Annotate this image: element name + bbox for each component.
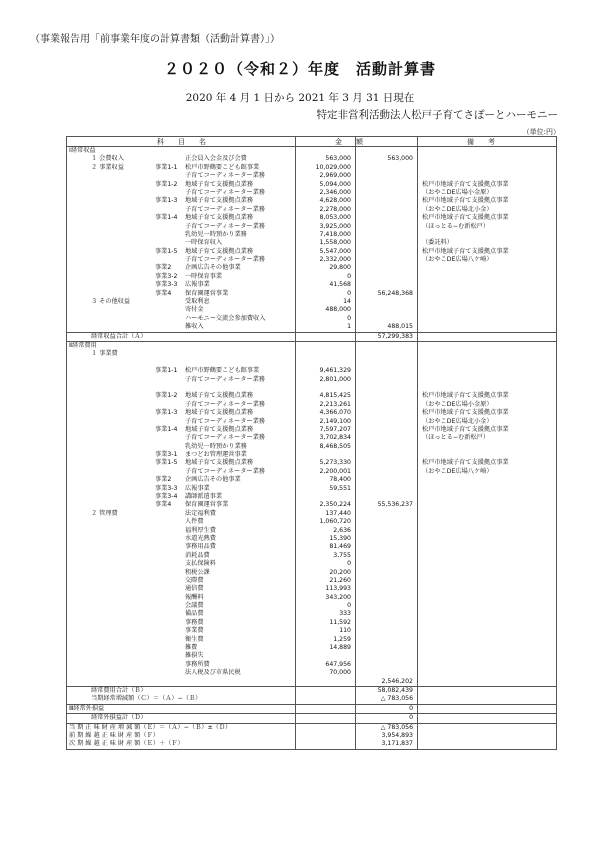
section-label: 当 期 正 味 財 産 増 減 額（Ｅ）＝（Ａ）−（Ｂ）±（Ｄ） — [69, 723, 232, 731]
section-label: 前 期 繰 越 正 味 財 産 額（Ｆ） — [69, 731, 159, 739]
amount-value: 0 — [347, 289, 351, 297]
amount-value: 5,547,000 — [319, 247, 351, 255]
table-row — [67, 468, 556, 476]
table-row — [67, 239, 556, 247]
item-name: 消耗品費 — [185, 551, 210, 559]
amount-value: 78,400 — [329, 476, 351, 484]
amount-value: 41,568 — [329, 281, 351, 289]
amount-value: 4,366,070 — [319, 409, 351, 417]
header-item: 科 目 名 — [157, 138, 206, 146]
amount-value: 2,350,224 — [319, 501, 351, 509]
table-row — [67, 281, 556, 289]
table-row — [67, 740, 556, 748]
item-name: 子育てコーディネーター業務 — [185, 400, 265, 408]
amount-value: 113,993 — [325, 585, 351, 593]
table-row — [67, 577, 556, 585]
section-label: ３ その他収益 — [91, 298, 131, 306]
remark-text: 松戸市地域子育て支援拠点事業 — [422, 392, 509, 400]
item-name: 子育てコーディネーター業務 — [185, 467, 265, 475]
table-row — [67, 476, 556, 484]
amount-value: 1,259 — [333, 635, 351, 643]
amount-value: 7,418,000 — [319, 230, 351, 238]
item-name: 地域子育て支援拠点業務 — [185, 392, 254, 400]
amount-value: 1,060,720 — [319, 518, 351, 526]
item-name: 租税公課 — [185, 568, 210, 576]
business-code: 事業1-4 — [155, 425, 178, 433]
item-name: 広報事業 — [185, 281, 210, 289]
remark-text: （委託料） — [422, 239, 453, 247]
amount-value: 0 — [347, 602, 351, 610]
amount-value: 2,346,000 — [319, 188, 351, 196]
table-row — [67, 367, 556, 375]
table-row — [67, 155, 556, 163]
section-label: ２ 管理費 — [91, 509, 118, 517]
amount-value: 2,801,000 — [319, 375, 351, 383]
table-row — [67, 290, 556, 298]
item-name: 広報事業 — [185, 484, 210, 492]
amount-value: 0 — [347, 560, 351, 568]
amount-value: 21,260 — [329, 576, 351, 584]
table-row — [67, 652, 556, 660]
item-name: 地域子育て支援拠点業務 — [185, 197, 254, 205]
item-name: 一時保育収入 — [185, 239, 223, 247]
table-row — [67, 248, 556, 256]
remark-text: （おやこDE広場小金原） — [422, 400, 493, 408]
business-code: 事業3-1 — [155, 451, 178, 459]
item-name: 事務用品費 — [185, 543, 216, 551]
table-row — [67, 323, 556, 331]
table-row — [67, 560, 556, 568]
business-code: 事業4 — [155, 501, 172, 509]
amount-value: 3,755 — [333, 551, 351, 559]
amount-value: 3,925,000 — [319, 222, 351, 230]
business-code: 事業1-2 — [155, 180, 178, 188]
table-row — [67, 619, 556, 627]
table-row — [67, 678, 556, 686]
table-row — [67, 376, 556, 384]
amount-value: 563,000 — [325, 155, 351, 163]
amount-value: 2,149,100 — [319, 417, 351, 425]
item-name: 事務所費 — [185, 660, 210, 668]
remark-text: （おやこDE広場八ケ崎） — [422, 256, 493, 264]
amount-value: 4,815,425 — [319, 392, 351, 400]
period-line: 2020 年 4 月 1 日から 2021 年 3 月 31 日現在 — [185, 92, 415, 104]
amount-value: 2,332,000 — [319, 256, 351, 264]
item-name: 地域子育て支援拠点業務 — [185, 459, 254, 467]
table-row — [67, 359, 556, 367]
subtotal-value: 2,546,202 — [381, 677, 413, 685]
subtotal-value: 55,536,237 — [377, 501, 413, 509]
table-row — [67, 206, 556, 214]
item-name: 雑収入 — [185, 323, 204, 331]
remark-text: 松戸市地域子育て支援拠点事業 — [422, 197, 509, 205]
amount-value: 20,200 — [329, 568, 351, 576]
remark-text: 松戸市地域子育て支援拠点事業 — [422, 409, 509, 417]
amount-value: 1,558,000 — [319, 239, 351, 247]
table-row — [67, 636, 556, 644]
table-row — [67, 535, 556, 543]
item-name: 寄付金 — [185, 306, 204, 314]
section-label: 当期経常増減額（Ｃ）＝（Ａ）−（Ｂ） — [91, 695, 202, 703]
table-row — [67, 341, 556, 350]
item-name: まつどお管理運営事業 — [185, 451, 247, 459]
business-code: 事業1-5 — [155, 247, 178, 255]
total-value: 58,082,439 — [377, 687, 413, 694]
item-name: 松戸市野鶴要こども館事業 — [185, 163, 260, 171]
item-name: 乳幼児一時預かり業務 — [185, 442, 247, 450]
table-row — [67, 594, 556, 602]
remark-text: （ほっとる−む新松戸） — [422, 434, 490, 442]
table-row — [67, 627, 556, 635]
table-row — [67, 644, 556, 652]
table-row — [67, 669, 556, 677]
table-row — [67, 409, 556, 417]
table-row — [67, 695, 556, 703]
item-name: 事務費 — [185, 618, 204, 626]
section-label: 経常外損益計（Ｄ） — [91, 714, 147, 722]
organization-name: 特定非営利活動法人松戸子育てさぽーとハーモニー — [316, 109, 558, 121]
report-header-note: （事業報告用「前事業年度の計算書類（活動計算書）」） — [30, 34, 280, 45]
subtotal-value: 563,000 — [387, 155, 413, 163]
item-name: 通信費 — [185, 585, 204, 593]
total-value: 57,299,383 — [377, 332, 413, 340]
amount-value: 3,702,834 — [319, 434, 351, 442]
table-row — [67, 602, 556, 610]
item-name: 講師派遣事業 — [185, 493, 223, 501]
table-row — [67, 485, 556, 493]
header-note: 備 考 — [467, 138, 495, 146]
amount-value: 2,213,261 — [319, 400, 351, 408]
amount-value: 488,000 — [325, 306, 351, 314]
table-row — [67, 501, 556, 509]
table-row — [67, 332, 556, 341]
item-name: 企画広告その他事業 — [185, 264, 241, 272]
table-row — [67, 543, 556, 551]
business-code: 事業1-3 — [155, 409, 178, 417]
item-name: 法定福利費 — [185, 509, 216, 517]
table-row — [67, 686, 556, 695]
item-name: 子育てコーディネーター業務 — [185, 205, 265, 213]
section-label: Ⅱ経常費用 — [69, 341, 97, 349]
table-row — [67, 197, 556, 205]
table-row — [67, 510, 556, 518]
business-code: 事業1-3 — [155, 197, 178, 205]
amount-value: 137,440 — [325, 509, 351, 517]
item-name: 地域子育て支援拠点業務 — [185, 180, 254, 188]
remark-text: 松戸市地域子育て支援拠点事業 — [422, 425, 509, 433]
item-name: 松戸市野鶴要こども館事業 — [185, 367, 260, 375]
item-name: 保育園運営事業 — [185, 501, 229, 509]
remark-text: （おやこDE広場八ケ崎） — [422, 467, 493, 475]
amount-value: 647,956 — [325, 660, 351, 668]
table-row — [67, 552, 556, 560]
amount-value: 2,200,001 — [319, 467, 351, 475]
table-row — [67, 585, 556, 593]
business-code: 事業4 — [155, 289, 172, 297]
business-code: 事業1-2 — [155, 392, 178, 400]
table-row — [67, 401, 556, 409]
amount-value: 81,469 — [329, 543, 351, 551]
section-label: １ 会費収入 — [91, 155, 124, 163]
item-name: 一時保育事業 — [185, 272, 223, 280]
amount-value: 2,969,000 — [319, 172, 351, 180]
table-row — [67, 713, 556, 722]
item-name: 子育てコーディネーター業務 — [185, 434, 265, 442]
amount-value: 7,597,207 — [319, 425, 351, 433]
item-name: ハーモニー交流会参加費収入 — [185, 314, 266, 322]
amount-value: 8,053,000 — [319, 214, 351, 222]
amount-value: 4,628,000 — [319, 197, 351, 205]
subtotal-value: 488,015 — [387, 323, 413, 331]
item-name: 地域子育て支援拠点業務 — [185, 409, 254, 417]
business-code: 事業3-3 — [155, 281, 178, 289]
amount-value: 10,029,000 — [315, 163, 351, 171]
item-name: 福利厚生費 — [185, 526, 216, 534]
table-row — [67, 518, 556, 526]
table-row — [67, 315, 556, 323]
table-row — [67, 569, 556, 577]
item-name: 交際費 — [185, 576, 204, 584]
item-name: 地域子育て支援拠点業務 — [185, 425, 254, 433]
table-row — [67, 459, 556, 467]
amount-value: 11,592 — [329, 618, 351, 626]
item-name: 乳幼児一時預かり業務 — [185, 230, 247, 238]
item-name: 備品費 — [185, 610, 204, 618]
section-label: 経常費用合計（Ｂ） — [91, 687, 147, 694]
remark-text: （おやこDE広場北小金） — [422, 205, 493, 213]
table-row — [67, 172, 556, 180]
table-row — [67, 306, 556, 314]
document-title: ２０２０（令和２）年度 活動計算書 — [163, 60, 436, 78]
table-row — [67, 443, 556, 451]
item-name: 正会員入会金及び会費 — [185, 155, 247, 163]
table-row — [67, 704, 556, 713]
item-name: 子育てコーディネーター業務 — [185, 375, 265, 383]
total-value: 0 — [409, 714, 413, 722]
item-name: 報酬料 — [185, 593, 204, 601]
amount-value: 9,461,329 — [319, 367, 351, 375]
amount-value: 2,278,000 — [319, 205, 351, 213]
table-row — [67, 350, 556, 358]
table-row — [67, 392, 556, 400]
remark-text: （おやこDE広場北小金） — [422, 417, 493, 425]
total-value: △ 783,056 — [380, 723, 413, 731]
item-name: 人件費 — [185, 518, 204, 526]
business-code: 事業1-4 — [155, 214, 178, 222]
amount-value: 59,551 — [329, 484, 351, 492]
table-row — [67, 723, 556, 732]
table-row — [67, 298, 556, 306]
total-value: 3,954,893 — [381, 731, 413, 739]
amount-value: 15,390 — [329, 534, 351, 542]
table-row — [67, 164, 556, 172]
remark-text: （ほっとる−む新松戸） — [422, 222, 490, 230]
amount-value: 14,889 — [329, 644, 351, 652]
business-code: 事業1-1 — [155, 367, 178, 375]
table-row — [67, 610, 556, 618]
amount-value: 70,000 — [329, 669, 351, 677]
total-value: △ 783,056 — [380, 695, 413, 703]
remark-text: 松戸市地域子育て支援拠点事業 — [422, 214, 509, 222]
section-label: １ 事業費 — [91, 350, 118, 358]
table-row — [67, 418, 556, 426]
item-name: 地域子育て支援拠点業務 — [185, 247, 254, 255]
amount-value: 8,468,505 — [319, 442, 351, 450]
table-row — [67, 181, 556, 189]
table-row — [67, 214, 556, 222]
remark-text: （おやこDE広場小金原） — [422, 188, 493, 196]
business-code: 事業3-2 — [155, 272, 178, 280]
amount-value: 5,273,330 — [319, 459, 351, 467]
remark-text: 松戸市地域子育て支援拠点事業 — [422, 180, 509, 188]
amount-value: 110 — [339, 627, 351, 635]
item-name: 地域子育て支援拠点業務 — [185, 214, 254, 222]
amount-value: 0 — [347, 272, 351, 280]
item-name: 企画広告その他事業 — [185, 476, 241, 484]
table-row — [67, 264, 556, 272]
amount-value: 333 — [339, 610, 351, 618]
header-amount: 金 額 — [335, 138, 363, 146]
amount-value: 343,200 — [325, 593, 351, 601]
table-row — [67, 527, 556, 535]
item-name: 会議費 — [185, 602, 204, 610]
item-name: 雑損失 — [185, 652, 204, 660]
business-code: 事業2 — [155, 476, 172, 484]
item-name: 子育てコーディネーター業務 — [185, 172, 265, 180]
table-header — [67, 137, 556, 147]
table-row — [67, 661, 556, 669]
item-name: 支払保険料 — [185, 560, 216, 568]
table-row — [67, 493, 556, 501]
item-name: 衛生費 — [185, 635, 204, 643]
subtotal-value: 0 — [409, 704, 413, 712]
item-name: 法人税及び市県民税 — [185, 669, 241, 677]
table-row — [67, 256, 556, 264]
activity-statement-table — [66, 136, 557, 750]
subtotal-value: 56,248,368 — [377, 289, 413, 297]
amount-value: 14 — [343, 298, 351, 306]
remark-text: 松戸市地域子育て支援拠点事業 — [422, 459, 509, 467]
item-name: 子育てコーディネーター業務 — [185, 188, 265, 196]
table-row — [67, 273, 556, 281]
table-row — [67, 231, 556, 239]
amount-value: 29,800 — [329, 264, 351, 272]
amount-value: 0 — [347, 314, 351, 322]
business-code: 事業1-1 — [155, 163, 178, 171]
table-row — [67, 147, 556, 155]
item-name: 子育てコーディネーター業務 — [185, 222, 265, 230]
section-label: Ⅰ経常収益 — [69, 147, 96, 154]
section-label: ２ 事業収益 — [91, 163, 124, 171]
amount-value: 1 — [347, 323, 351, 331]
unit-label: （単位:円） — [522, 128, 560, 136]
total-value: 3,171,837 — [381, 740, 413, 748]
item-name: 事業費 — [185, 627, 204, 635]
amount-value: 2,636 — [333, 526, 351, 534]
business-code: 事業2 — [155, 264, 172, 272]
amount-value: 5,094,000 — [319, 180, 351, 188]
table-row — [67, 223, 556, 231]
item-name: 雑費 — [185, 644, 198, 652]
section-label: 次 期 繰 越 正 味 財 産 額（Ｅ）＋（Ｆ） — [69, 740, 184, 748]
item-name: 子育てコーディネーター業務 — [185, 417, 265, 425]
item-name: 水道光熱費 — [185, 534, 216, 542]
table-row — [67, 434, 556, 442]
item-name: 受取利息 — [185, 298, 210, 306]
business-code: 事業3-4 — [155, 493, 178, 501]
business-code: 事業1-5 — [155, 459, 178, 467]
section-label: 経常収益合計（Ａ） — [91, 332, 147, 340]
business-code: 事業3-3 — [155, 484, 178, 492]
item-name: 保育園運営事業 — [185, 289, 229, 297]
remark-text: 松戸市地域子育て支援拠点事業 — [422, 247, 509, 255]
section-label: Ⅲ経常外損益 — [69, 704, 105, 712]
item-name: 子育てコーディネーター業務 — [185, 256, 265, 264]
